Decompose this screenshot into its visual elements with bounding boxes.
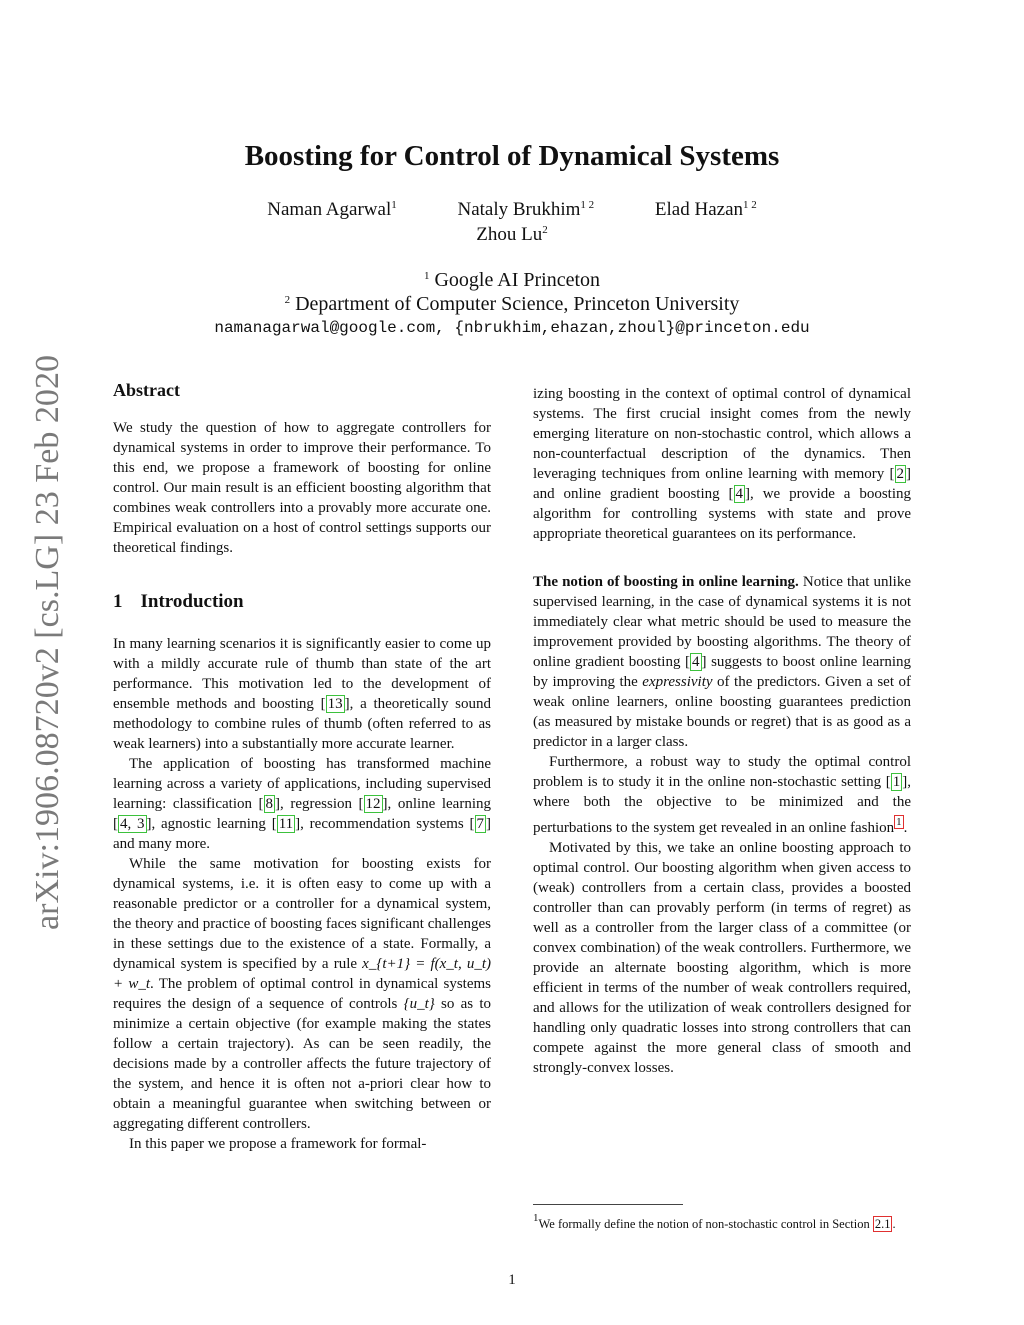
citation-link[interactable]: 1 [892,774,901,790]
section-heading: 1 Introduction [113,591,244,612]
body-paragraph: The notion of boosting in online learning. Notice that unlike supervised learning, in the case of dynamical systems it is not immediately clear what metric should be used to measure the improvement provided by boosting algorithms. The theory of online gradient boosting [ 4 ] suggests to boost online learning by improving the expressivity of the predictors. Given a set of weak online learners, online boosting guarantees prediction (as measured by mistake bounds or regret) that is as good as a predictor in a larger class. [533,574,912,750]
citation-link[interactable]: 8 [265,796,274,812]
footnote: $^1$We formally define the notion of non-stochastic control in Section 2.1 . [533,1212,896,1231]
footnote-rule [533,1204,683,1205]
author-row-2 [0,224,1024,246]
arxiv-watermark [14,350,74,950]
paper-title: Boosting for Control of Dynamical Systems [244,140,780,172]
intro-paragraph: While the same motivation for boosting exists for dynamical systems, i.e. it is often easy to come up with a reasonable predictor or a controller for a dynamical system, the theory and practice of boosting faces significant challenges in these settings due to the existence of a state. Formally, a dynamical system is specified by a rule x_{t+1} = f(x_t, u_t) + w_t. The problem of optimal control in dynamical systems requires the design of a sequence of controls {u_t} so as to minimize a certain objective (for example making the states follow a certain trajectory). As can be seen readily, the decisions made by a controller affects the future trajectory of the system, and hence it is often not a-priori clear how to obtain a meaningful guarantee when switching between or aggregating different controllers. [113,856,491,1132]
citation-link[interactable]: 4 [692,654,700,670]
left-column [113,380,491,1154]
citation-link[interactable]: 4, 3 [120,816,145,832]
page-number: 1 [508,1272,516,1288]
footnote-link[interactable]: 1 [896,816,902,828]
paragraph-heading: The notion of boosting in online learning. [533,574,799,590]
affiliation: $^2$ Department of Computer Science, Princeton University [284,293,740,315]
right-column [533,384,911,1078]
author: Nataly Brukhim$^{1 2}$ [457,199,595,220]
body-paragraph: izing boosting in the context of optimal control of dynamical systems. The first crucial insight comes from the newly emerging literature on non-stochastic control, which allows a non-counterfactual description of the dynamics. Then leveraging techniques from online learning with memory [ 2 ] and online gradient boosting [ 4 ], we provide a boosting algorithm for controlling systems with state and prove appropriate theoretical guarantees on its performance. [533,386,912,542]
intro-paragraph: In this paper we propose a framework for formal- [129,1136,427,1152]
citation-link[interactable]: 4 [735,486,744,502]
author: Naman Agarwal$^1$ [267,199,397,220]
citation-link[interactable]: 11 [278,816,294,832]
author: Zhou Lu$^2$ [476,224,548,245]
abstract-text: We study the question of how to aggregate controllers for dynamical systems in order to improve their performance. To this end, we propose a framework of boosting for online control. Our main result is an efficient boosting algorithm that combines weak controllers into a provably more accurate one. Empirical evaluation on a host of control settings supports our theoretical findings. [113,420,491,556]
affiliation: $^1$ Google AI Princeton [423,269,601,291]
author: Elad Hazan$^{1 2}$ [654,199,757,220]
arxiv-watermark-text: arXiv:1906.08720v2 [cs.LG] 23 Feb 2020 [29,355,66,930]
equation: x_{t+1} = f(x_t, u_t) + w_t [113,956,491,992]
equation: {u_t} [403,996,435,1012]
abstract-heading: Abstract [113,380,180,400]
body-paragraph: Furthermore, a robust way to study the optimal control problem is to study it in the online non-stochastic setting [ 1 ], where both the objective to be minimized and the perturbations to the system get revealed in an online fashion $^1$ . [533,754,911,836]
citation-link[interactable]: 13 [327,696,343,712]
citation-link[interactable]: 7 [476,816,484,832]
section-link[interactable]: 2.1 [874,1217,891,1231]
citation-link[interactable]: 2 [896,466,904,482]
body-paragraph: Motivated by this, we take an online boosting approach to optimal control. Our boosting algorithm when given access to (weak) controllers from a certain class, provides a boosted controller than can provably perform (in terms of regret) as well as a controller from the larger class of a committee (or convex combination) of the weak controllers. Furthermore, we provide an alternate boosting algorithm, which is more efficient in terms of the number of weak controllers required, and allows for the utilization of weak controllers designed for handling only quadratic losses into strong controllers that can compete against the more general class of smooth and strongly-convex losses. [533,840,911,1076]
intro-paragraph: In many learning scenarios it is significantly easier to come up with a mildly accurate rule of thumb than state of the art performance. This motivation led to the development of ensemble methods and boosting [ 13 ], a theoretically sound methodology to combine rules of thumb (often referred to as weak learners) into a substantially more accurate learner. [113,636,491,752]
citation-link[interactable]: 12 [365,796,381,812]
intro-paragraph: The application of boosting has transformed machine learning across a variety of applications, including supervised learning: classification [ 8 ], regression [ 12 ], online learning [ 4, 3 ], agnostic learning [ 11 ], recommendation systems [ 7 ] and many more. [113,756,492,852]
author-emails: namanagarwal@google.com, {nbrukhim,ehazan,zhoul}@princeton.edu [214,319,810,337]
author-row-1 [0,199,1024,221]
